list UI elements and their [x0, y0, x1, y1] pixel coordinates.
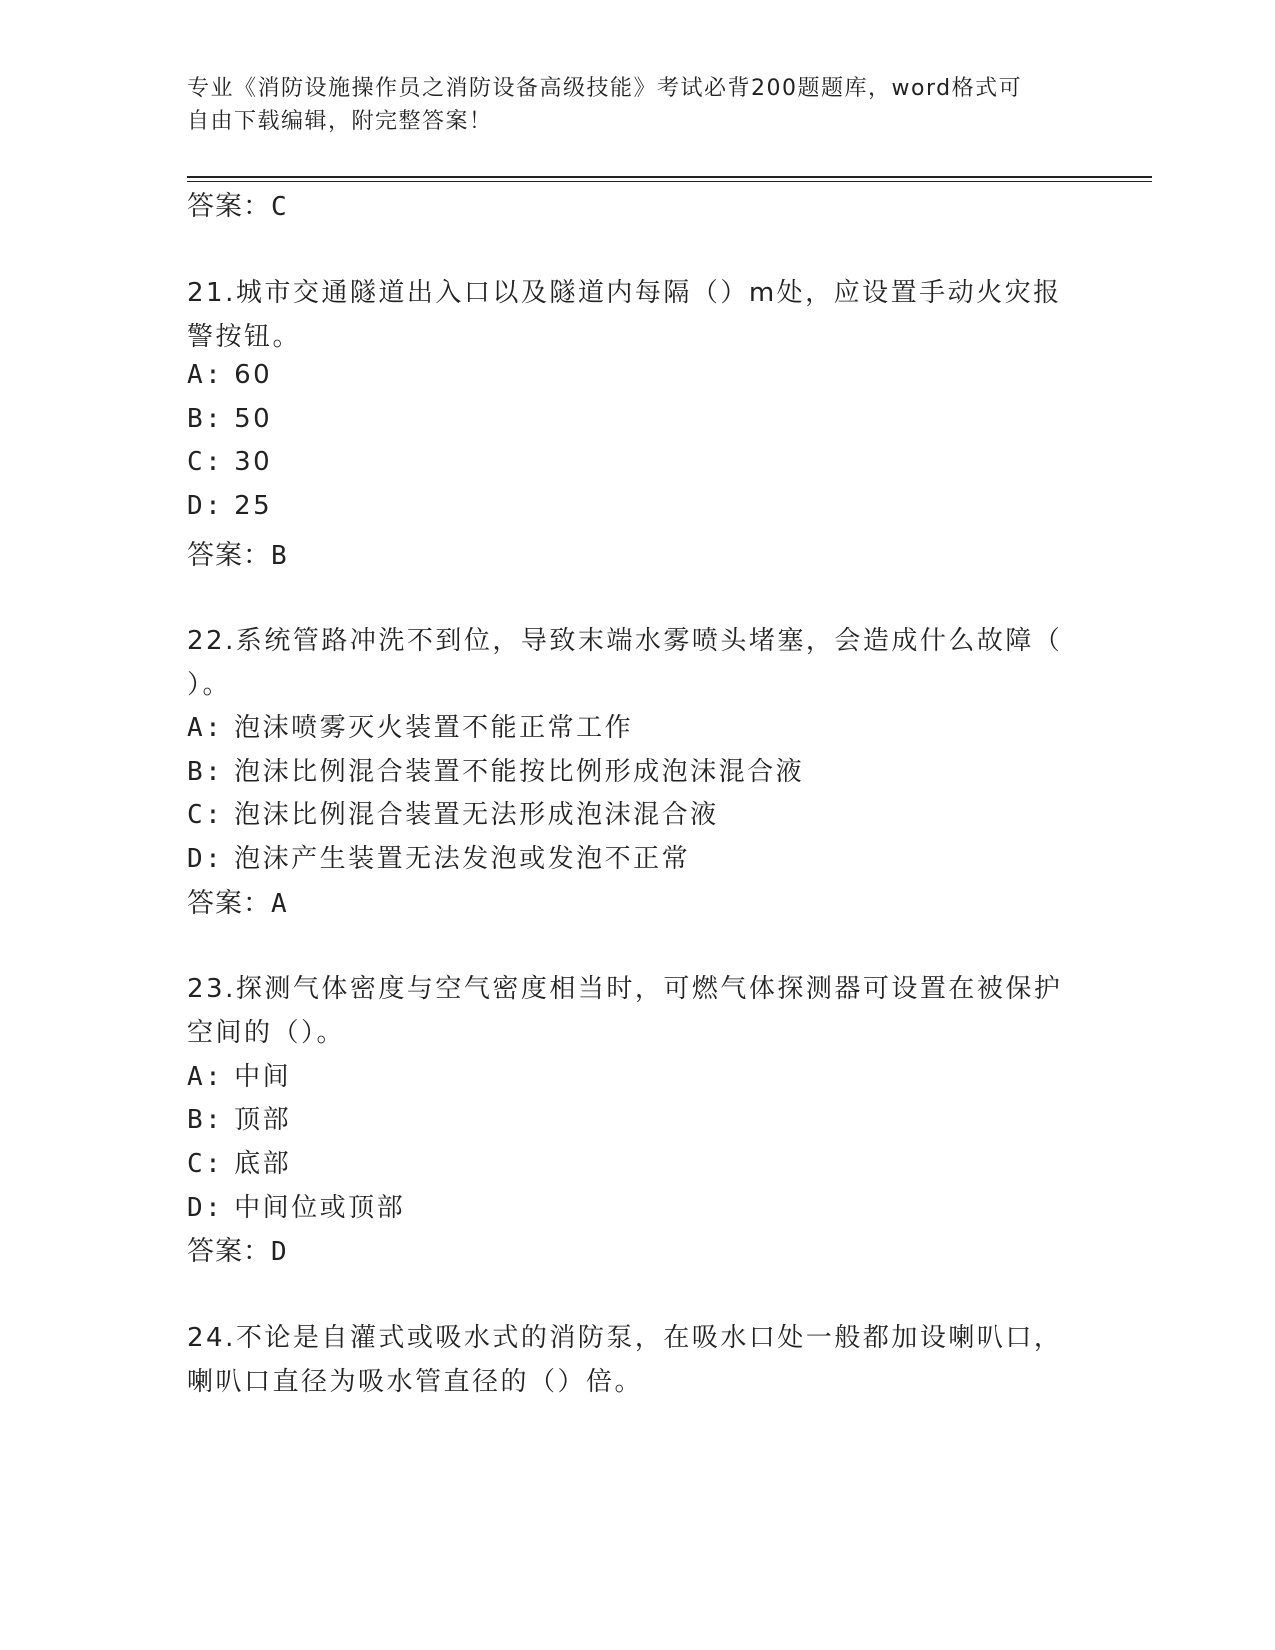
- question-21-answer: [187, 533, 288, 572]
- question-23-option-c: [187, 1143, 291, 1180]
- document-header: [187, 72, 1067, 138]
- answer-label: 答案：: [187, 191, 271, 222]
- option-text: 60: [234, 360, 273, 390]
- answer-value: B: [271, 541, 288, 571]
- option-text: 30: [234, 447, 273, 477]
- option-text: 中间: [234, 1062, 292, 1092]
- option-letter: C:: [187, 447, 224, 477]
- answer-label: 答案：: [187, 1236, 271, 1267]
- question-22-option-b: [187, 751, 804, 788]
- option-letter: D:: [187, 844, 224, 874]
- answer-label: 答案：: [187, 888, 271, 919]
- option-letter: B:: [187, 1105, 224, 1135]
- question-24-line-1: 24.不论是自灌式或吸水式的消防泵，在吸水口处一般都加设喇叭口，: [187, 1323, 1063, 1353]
- question-23-answer: [187, 1229, 288, 1268]
- question-22-option-d: [187, 838, 690, 875]
- question-22-option-c: [187, 794, 719, 831]
- option-text: 泡沫喷雾灭火装置不能正常工作: [234, 713, 634, 743]
- question-23-option-a: [187, 1056, 291, 1093]
- option-text: 顶部: [234, 1105, 292, 1135]
- header-line-2: 自由下载编辑，附完整答案！: [187, 109, 493, 134]
- option-letter: A:: [187, 360, 224, 390]
- option-letter: A:: [187, 713, 224, 743]
- question-22-answer: [187, 881, 288, 920]
- option-text: 25: [234, 491, 273, 521]
- question-21-option-a: [187, 360, 272, 390]
- option-letter: D:: [187, 1193, 224, 1223]
- option-letter: B:: [187, 404, 224, 434]
- header-rule: [187, 176, 1152, 178]
- question-21-line-2: 警按钮。: [187, 322, 302, 352]
- question-22-option-a: [187, 707, 633, 744]
- answer-value: C: [271, 192, 288, 222]
- question-24-line-2: 喇叭口直径为吸水管直径的（）倍。: [187, 1367, 644, 1397]
- option-letter: D:: [187, 491, 224, 521]
- question-21-option-b: [187, 404, 272, 434]
- option-letter: C:: [187, 800, 224, 830]
- answer-value: A: [271, 889, 288, 919]
- question-21-option-d: [187, 491, 272, 521]
- option-text: 泡沫产生装置无法发泡或发泡不正常: [234, 844, 691, 874]
- answer-value: D: [271, 1237, 288, 1267]
- answer-line: [187, 184, 288, 223]
- option-text: 泡沫比例混合装置无法形成泡沫混合液: [234, 800, 719, 830]
- option-text: 底部: [234, 1149, 292, 1179]
- question-23-line-2: 空间的（）。: [187, 1018, 346, 1048]
- question-22-line-1: 22.系统管路冲洗不到位，导致末端水雾喷头堵塞，会造成什么故障（: [187, 626, 1063, 656]
- question-23-line-1: 23.探测气体密度与空气密度相当时，可燃气体探测器可设置在被保护: [187, 974, 1063, 1004]
- option-text: 泡沫比例混合装置不能按比例形成泡沫混合液: [234, 757, 805, 787]
- question-23-option-d: [187, 1187, 405, 1224]
- question-22-line-2: ）。: [187, 670, 232, 700]
- option-letter: A:: [187, 1062, 224, 1092]
- header-rule-thin: [187, 181, 1152, 182]
- option-letter: B:: [187, 757, 224, 787]
- question-21-option-c: [187, 447, 272, 477]
- question-21-line-1: 21.城市交通隧道出入口以及隧道内每隔（）m处，应设置手动火灾报: [187, 278, 1062, 308]
- header-line-1: 专业《消防设施操作员之消防设备高级技能》考试必背200题题库，word格式可: [187, 76, 1023, 101]
- answer-label: 答案：: [187, 540, 271, 571]
- question-23-option-b: [187, 1099, 291, 1136]
- option-text: 中间位或顶部: [234, 1193, 406, 1223]
- option-letter: C:: [187, 1149, 224, 1179]
- option-text: 50: [234, 404, 273, 434]
